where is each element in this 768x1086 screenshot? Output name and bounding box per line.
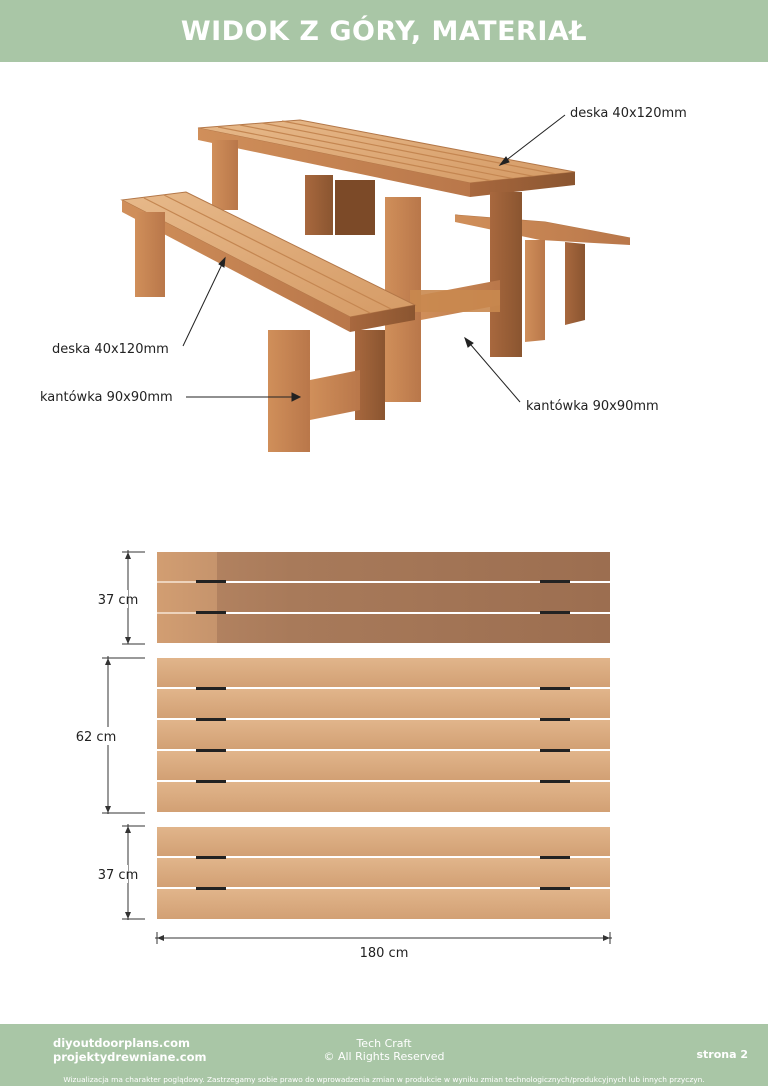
- footer-disclaimer: Wizualizacja ma charakter poglądowy. Zastrzegamy sobie prawo do wprowadzenia zmian w produkcie w wyniku zmian technologicznych/produkcyjnych lub innych przyczyn.: [63, 1075, 705, 1084]
- footer-brand-block: [0, 1037, 768, 1063]
- footer-site-2[interactable]: projektydrewniane.com: [53, 1050, 207, 1064]
- footer-copyright: © All Rights Reserved: [323, 1050, 445, 1063]
- callout-table-leg: kantówka 90x90mm: [526, 399, 659, 414]
- top-view-svg: [60, 540, 680, 970]
- page-title: WIDOK Z GÓRY, MATERIAŁ: [180, 15, 588, 47]
- callout-bench-leg: kantówka 90x90mm: [40, 390, 173, 405]
- page-number: strona 2: [696, 1048, 748, 1061]
- page-footer: [0, 1024, 768, 1086]
- dim-length: 180 cm: [359, 946, 409, 961]
- dim-table-width: 62 cm: [75, 730, 117, 745]
- callout-bench-board: deska 40x120mm: [52, 342, 169, 357]
- bottom-bench-planks: [157, 827, 610, 919]
- dim-bench-width-bottom: 37 cm: [97, 868, 139, 883]
- footer-brand: Tech Craft: [356, 1037, 412, 1050]
- page-header: [0, 0, 768, 62]
- back-bench: [455, 215, 630, 342]
- callout-top-board: deska 40x120mm: [570, 106, 687, 121]
- top-view-diagram: [60, 540, 680, 970]
- table-top-planks: [157, 658, 610, 812]
- footer-site-1[interactable]: diyoutdoorplans.com: [53, 1036, 190, 1050]
- table-top: [198, 120, 575, 197]
- top-bench-planks: [157, 552, 610, 643]
- table-3d-render: [0, 80, 768, 470]
- dim-bench-width-top: 37 cm: [97, 593, 139, 608]
